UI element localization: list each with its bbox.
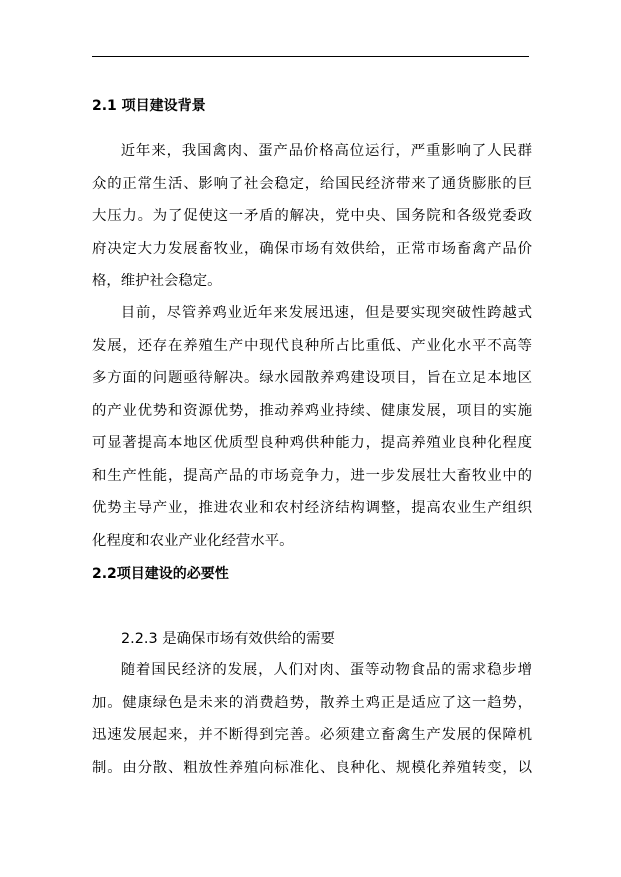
text-line: 府决定大力发展畜牧业，确保市场有效供给，正常市场畜禽产品价 — [92, 240, 532, 257]
text-line: 格，维护社会稳定。 — [92, 273, 222, 289]
text-line: 众的正常生活、影响了社会稳定，给国民经济带来了通货膨胀的巨 — [92, 175, 532, 192]
paragraph-background-2 — [92, 297, 532, 557]
section-heading-2-2: 2.2项目建设的必要性 — [92, 566, 229, 582]
text-line: 可显著提高本地区优质型良种鸡供种能力，提高养殖业良种化程度 — [92, 435, 532, 451]
text-line: 近年来，我国禽肉、蛋产品价格高位运行，严重影响了人民群 — [120, 143, 532, 159]
text-line: 多方面的问题亟待解决。绿水园散养鸡建设项目，旨在立足本地区 — [92, 370, 532, 386]
text-line: 化程度和农业产业化经营水平。 — [92, 532, 294, 549]
paragraph-background-1 — [92, 135, 532, 298]
header-rule — [92, 56, 529, 57]
section-heading-2-1: 2.1 项目建设背景 — [92, 98, 206, 114]
text-line: 的产业优势和资源优势，推动养鸡业持续、健康发展，项目的实施 — [92, 402, 532, 419]
text-line: 随着国民经济的发展，人们对肉、蛋等动物食品的需求稳步增 — [120, 662, 532, 678]
sub-heading-2-2-3: 2.2.3 是确保市场有效供给的需要 — [121, 631, 335, 647]
text-line: 加。健康绿色是未来的消费趋势，散养土鸡正是适应了这一趋势， — [92, 694, 532, 711]
text-line: 制。由分散、粗放性养殖向标准化、良种化、规模化养殖转变，以 — [92, 759, 532, 776]
paragraph-necessity-1 — [92, 654, 532, 784]
text-line: 和生产性能，提高产品的市场竞争力，进一步发展壮大畜牧业中的 — [92, 467, 532, 484]
text-line: 发展，还存在养殖生产中现代良种所占比重低、产业化水平不高等 — [92, 337, 532, 354]
text-line: 迅速发展起来，并不断得到完善。必须建立畜禽生产发展的保障机 — [92, 727, 532, 743]
text-line: 优势主导产业，推进农业和农村经济结构调整，提高农业生产组织 — [92, 500, 532, 516]
text-line: 大压力。为了促使这一矛盾的解决，党中央、国务院和各级党委政 — [92, 208, 532, 224]
text-line: 目前，尽管养鸡业近年来发展迅速，但是要实现突破性跨越式 — [120, 305, 532, 321]
